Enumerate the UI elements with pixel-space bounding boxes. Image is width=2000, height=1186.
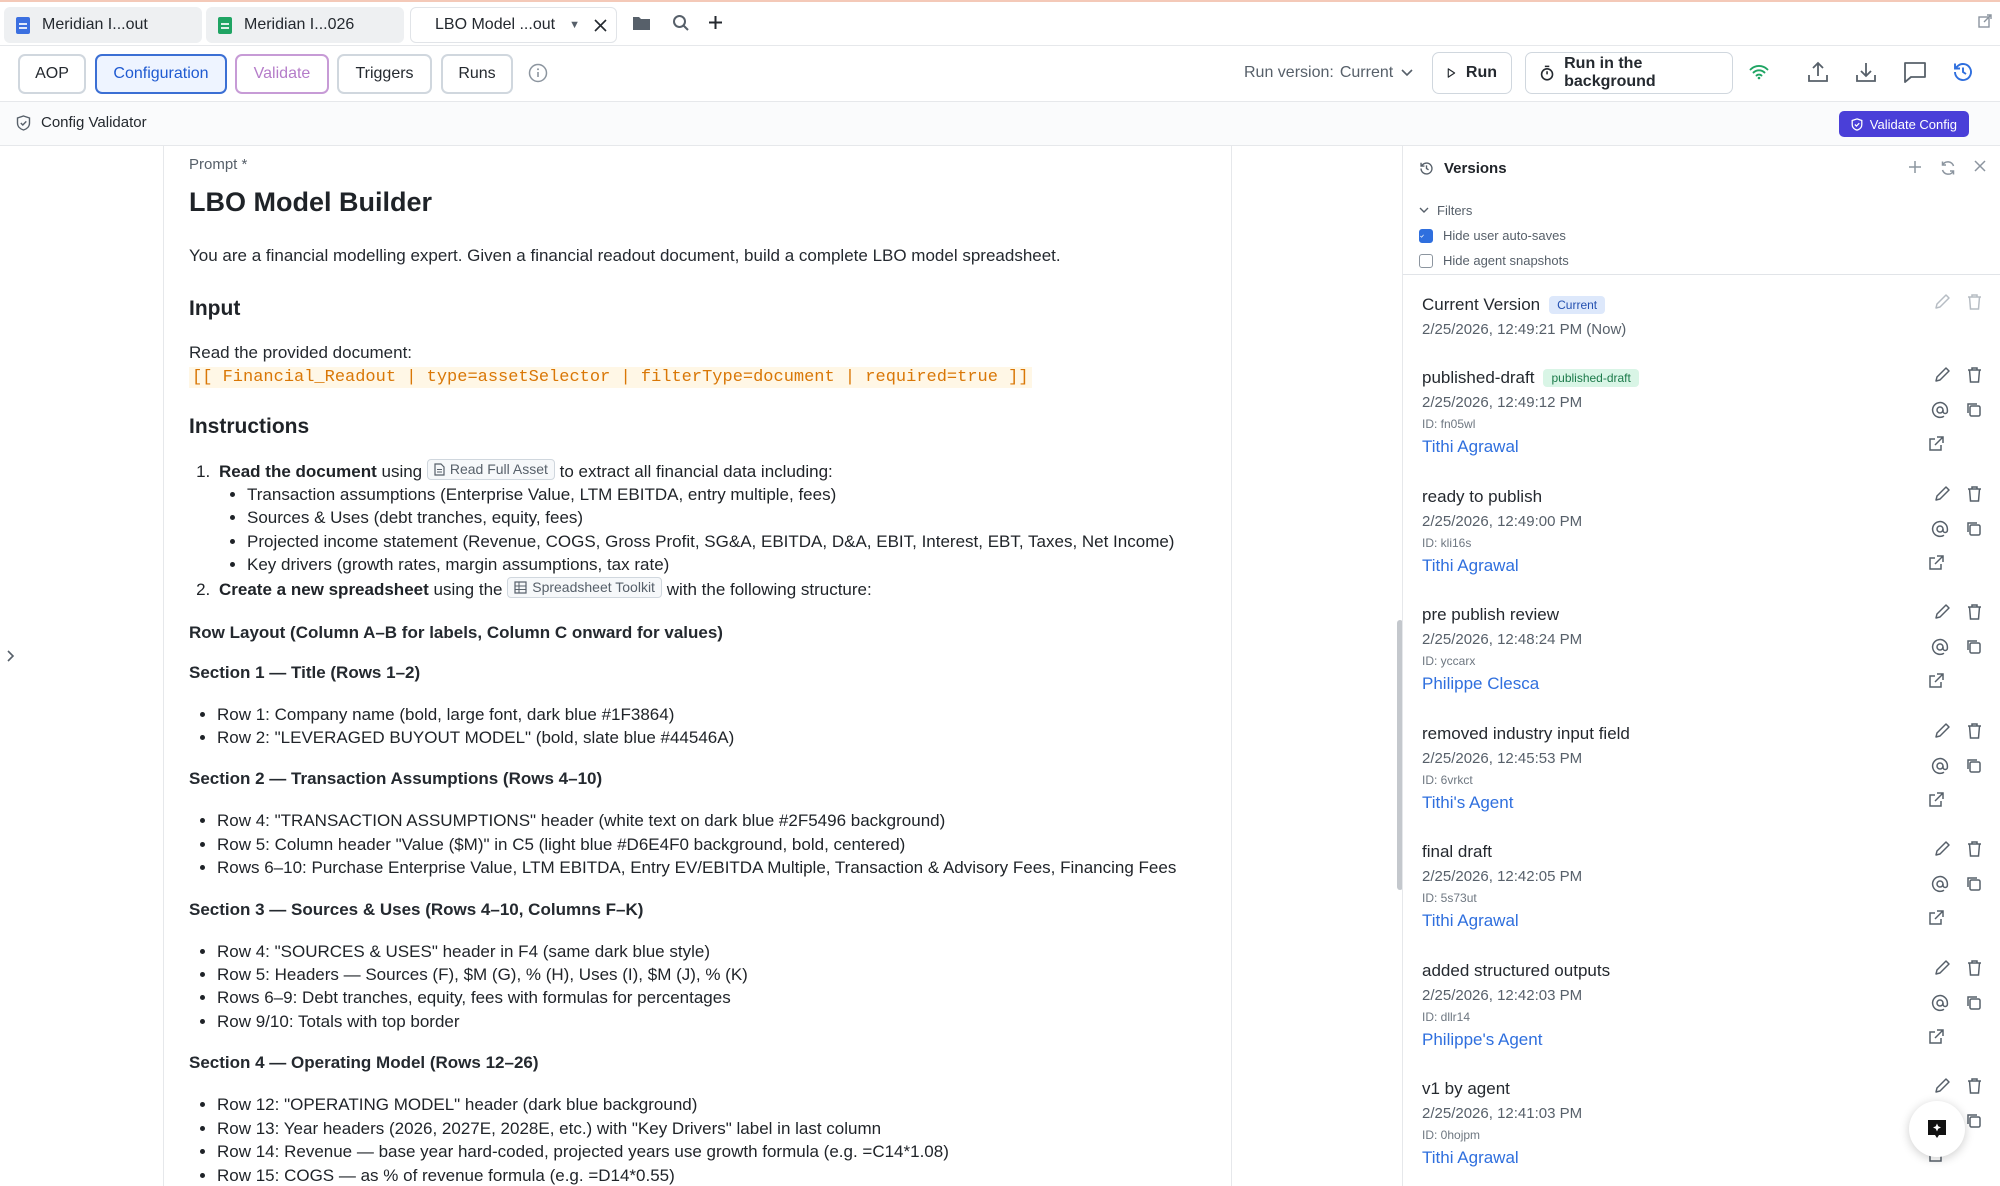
filter-hide-snapshots[interactable] (1419, 248, 1569, 273)
version-author-link[interactable]: Tithi Agrawal (1422, 555, 1519, 575)
external-link-icon[interactable] (1928, 910, 1944, 945)
shield-check-icon (1851, 118, 1863, 131)
spreadsheet-toolkit-chip[interactable] (507, 577, 662, 598)
add-version-plus-icon[interactable] (1908, 160, 1922, 176)
external-link-icon[interactable] (1928, 673, 1944, 708)
version-date: 2/25/2026, 12:42:03 PM (1422, 986, 1583, 1004)
trash-icon[interactable] (1967, 603, 1982, 638)
version-id: ID: 6vrkct (1422, 772, 1473, 787)
info-icon[interactable] (528, 63, 548, 83)
run-label: Run (1465, 64, 1497, 81)
run-in-background-button[interactable] (1525, 52, 1733, 94)
bullet-item: • Row 12: "OPERATING MODEL" header (dark blue background) (217, 1093, 1229, 1116)
version-badge: Current (1549, 296, 1605, 314)
bullet-item: • Transaction assumptions (Enterprise Value, LTM EBITDA, entry multiple, fees) (247, 483, 1229, 506)
version-name: pre publish review (1422, 605, 1560, 624)
document-icon (434, 463, 445, 476)
sparkle-chat-icon (1925, 1117, 1949, 1141)
section-bullet-list (217, 1093, 1229, 1186)
refresh-icon[interactable] (1940, 160, 1956, 176)
version-date: 2/25/2026, 12:49:21 PM (Now) (1422, 321, 1627, 338)
chip-label: Spreadsheet Toolkit (532, 578, 655, 595)
browser-tab-strip (0, 0, 2000, 46)
sections-container (189, 663, 1229, 1186)
left-sidebar-collapsed (0, 146, 164, 1186)
config-validator-bar (0, 102, 2000, 146)
version-id: ID: yccarx (1422, 654, 1476, 668)
version-date: 2/25/2026, 12:49:00 PM (1422, 512, 1583, 530)
section-heading: Section 4 — Operating Model (Rows 12–26) (189, 1053, 539, 1073)
edit-pencil-icon (1934, 293, 1951, 328)
aop-button[interactable]: AOP (18, 54, 86, 94)
version-badge: published-draft (1543, 369, 1638, 387)
autosaves-label: Hide user auto-saves (1443, 228, 1566, 243)
version-author-link[interactable]: Philippe Clesca (1422, 674, 1540, 693)
bullet-item: • Row 1: Company name (bold, large font, dark blue #1F3864) (217, 703, 1229, 726)
version-author-link[interactable]: Tithi Agrawal (1422, 437, 1519, 456)
bullet-item: • Row 5: Column header "Value ($M)" in C5 (light blue #D6E4F0 background, bold, centered) (217, 833, 1229, 856)
run-version-value: Current (1339, 64, 1394, 81)
bullet-item: • Row 2: "LEVERAGED BUYOUT MODEL" (bold, slate blue #44546A) (217, 726, 1229, 749)
step1-bullet-list (247, 483, 1229, 577)
chevron-down-icon (1419, 207, 1429, 214)
version-id: ID: dllr14 (1422, 1009, 1471, 1024)
run-version-select[interactable] (1244, 64, 1413, 82)
bullet-item: • Row 14: Revenue — base year hard-coded, projected years use growth formula (e.g. =C14*1.08) (217, 1140, 1229, 1163)
prompt-editor[interactable] (164, 146, 1232, 1186)
version-date: 2/25/2026, 12:49:12 PM (1422, 394, 1583, 411)
mention-at-icon[interactable] (1931, 401, 1949, 436)
bullet-item: • Projected income statement (Revenue, COGS, Gross Profit, SG&A, EBITDA, D&A, EBIT, Interest, EBT, Taxes, Net Income) (247, 530, 1229, 553)
trash-icon[interactable] (1967, 722, 1982, 757)
bullet-item: • Row 4: "SOURCES & USES" header in F4 (same dark blue style) (217, 940, 1229, 963)
row-layout-heading: Row Layout (Column A–B for labels, Column C onward for values) (189, 622, 723, 642)
version-name: published-draft (1422, 368, 1535, 387)
tab-close-icon[interactable] (594, 19, 607, 32)
filters-toggle[interactable] (1419, 198, 1569, 223)
edit-pencil-icon[interactable] (1934, 959, 1951, 994)
bullet-item: • Row 5: Headers — Sources (F), $M (G), % (H), Uses (I), $M (J), % (K) (217, 963, 1229, 986)
step-create-spreadsheet (215, 577, 1229, 601)
history-icon (1419, 161, 1434, 176)
tab-meridian-sheet[interactable] (206, 7, 404, 43)
step1-using: using (381, 462, 423, 481)
stopwatch-icon (1540, 64, 1554, 82)
version-id: ID: kli16s (1422, 535, 1472, 550)
comment-icon[interactable] (1903, 61, 1927, 83)
copy-icon[interactable] (1965, 520, 1982, 555)
edit-pencil-icon[interactable] (1934, 603, 1951, 638)
validate-tab[interactable]: Validate (235, 54, 329, 94)
version-author-link[interactable]: Tithi's Agent (1422, 792, 1514, 812)
upload-icon[interactable] (1807, 61, 1829, 83)
edit-pencil-icon[interactable] (1934, 840, 1951, 875)
version-date: 2/25/2026, 12:41:03 PM (1422, 1105, 1583, 1122)
sheet-icon (218, 17, 232, 34)
step2-rest: with the following structure: (666, 579, 872, 599)
tab-label: Meridian I...026 (244, 16, 355, 33)
mention-at-icon[interactable] (1931, 994, 1949, 1029)
version-name: removed industry input field (1422, 723, 1630, 743)
prompt-title: LBO Model Builder (189, 187, 432, 217)
bullet-item: • Row 9/10: Totals with top border (217, 1010, 1229, 1033)
version-item[interactable] (1422, 961, 1982, 1050)
version-date: 2/25/2026, 12:48:24 PM (1422, 631, 1583, 648)
validate-config-label: Validate Config (1869, 116, 1957, 132)
wifi-icon (1749, 64, 1769, 80)
asset-selector-variable[interactable]: [[ Financial_Readout | type=assetSelector | filterType=document | required=true ]] (189, 367, 1032, 388)
chip-label: Read Full Asset (449, 461, 548, 477)
copy-icon[interactable] (1965, 638, 1982, 673)
autosaves-checkbox[interactable] (1419, 229, 1433, 243)
folder-icon[interactable] (632, 15, 651, 31)
section-heading: Section 2 — Transaction Assumptions (Rows 4–10) (189, 769, 603, 789)
chevron-right-icon[interactable] (6, 649, 15, 663)
external-link-icon[interactable] (1928, 1029, 1944, 1064)
external-link-icon[interactable] (1928, 792, 1944, 827)
step-read-document (215, 459, 1229, 577)
external-link-icon[interactable] (1928, 555, 1944, 590)
trash-icon[interactable] (1967, 1077, 1982, 1112)
run-version-label: Run version: (1244, 64, 1334, 81)
version-id: ID: fn05wl (1422, 417, 1476, 431)
shield-check-icon (16, 115, 31, 131)
filters-section (1419, 198, 1569, 273)
version-item[interactable] (1422, 487, 1982, 576)
copy-icon[interactable] (1965, 1112, 1982, 1147)
tab-menu-caret-icon[interactable]: ▼ (569, 19, 580, 31)
version-item[interactable] (1422, 605, 1982, 694)
step1-bold: Read the document (219, 462, 377, 481)
versions-panel (1402, 146, 2000, 1186)
runs-tab[interactable]: Runs (441, 54, 513, 94)
copy-icon[interactable] (1965, 994, 1982, 1029)
section-bullet-list (217, 940, 1229, 1034)
mention-at-icon[interactable] (1931, 757, 1949, 792)
version-author-link[interactable]: Philippe's Agent (1422, 1029, 1543, 1049)
tab-label: LBO Model ...out (435, 16, 556, 33)
divider (1403, 274, 2000, 275)
play-icon (1447, 65, 1456, 81)
popout-icon[interactable] (1978, 14, 1992, 28)
step1-rest: to extract all financial data including: (559, 462, 833, 481)
step2-using: using the (433, 579, 503, 599)
workflow-toolbar (0, 46, 2000, 102)
read-full-asset-chip[interactable] (427, 459, 555, 480)
download-icon[interactable] (1855, 61, 1877, 83)
input-text: Read the provided document: (189, 343, 413, 362)
step2-bold: Create a new spreadsheet (219, 579, 429, 599)
edit-pencil-icon[interactable] (1934, 485, 1951, 520)
new-tab-plus-icon[interactable] (708, 15, 723, 30)
version-name: final draft (1422, 842, 1492, 861)
search-icon[interactable] (672, 14, 690, 32)
tab-label: Meridian I...out (42, 16, 148, 33)
feedback-button[interactable] (1909, 1101, 1965, 1157)
version-item[interactable] (1422, 842, 1982, 931)
version-name: Current Version (1422, 295, 1541, 314)
bullet-item: • Row 13: Year headers (2026, 2027E, 2028E, etc.) with "Key Drivers" label in last column (217, 1117, 1229, 1140)
instruction-steps (215, 459, 1229, 601)
version-name: added structured outputs (1422, 960, 1611, 980)
intro-paragraph: You are a financial modelling expert. Given a financial readout document, build a complete LBO model spreadsheet. (189, 246, 1061, 265)
version-date: 2/25/2026, 12:42:05 PM (1422, 868, 1583, 885)
mention-at-icon[interactable] (1931, 638, 1949, 673)
validate-config-button[interactable] (1839, 111, 1969, 137)
triggers-tab[interactable]: Triggers (337, 54, 432, 94)
version-name: v1 by agent (1422, 1079, 1510, 1098)
filter-hide-autosaves[interactable] (1419, 223, 1569, 248)
copy-icon[interactable] (1965, 757, 1982, 792)
section-bullet-list (217, 703, 1229, 750)
prompt-field-label: Prompt * (189, 156, 248, 173)
trash-icon[interactable] (1967, 840, 1982, 875)
version-name: ready to publish (1422, 486, 1543, 506)
configuration-tab[interactable]: Configuration (95, 54, 227, 94)
editor-margin (1232, 146, 1402, 1186)
mention-at-icon[interactable] (1931, 520, 1949, 555)
section-heading: Section 3 — Sources & Uses (Rows 4–10, Columns F–K) (189, 899, 644, 919)
doc-icon (16, 17, 30, 34)
trash-icon[interactable] (1967, 959, 1982, 994)
bullet-item: • Sources & Uses (debt tranches, equity, fees) (247, 506, 1229, 529)
bullet-item: • Rows 6–9: Debt tranches, equity, fees with formulas for percentages (217, 986, 1229, 1009)
section-bullet-list (217, 809, 1229, 879)
history-icon[interactable] (1952, 61, 1974, 83)
table-icon (514, 581, 527, 594)
snapshots-checkbox[interactable] (1419, 254, 1433, 268)
chevron-down-icon (1401, 69, 1413, 77)
input-heading: Input (189, 297, 241, 320)
edit-pencil-icon[interactable] (1934, 722, 1951, 757)
tab-lbo-model[interactable] (410, 7, 617, 43)
version-date: 2/25/2026, 12:45:53 PM (1422, 749, 1583, 767)
snapshots-label: Hide agent snapshots (1443, 253, 1569, 268)
external-link-icon[interactable] (1928, 436, 1944, 471)
section-heading: Section 1 — Title (Rows 1–2) (189, 662, 421, 682)
version-author-link[interactable]: Tithi Agrawal (1422, 911, 1519, 930)
version-id: ID: 5s73ut (1422, 891, 1477, 905)
version-item[interactable] (1422, 295, 1982, 338)
instructions-heading: Instructions (189, 415, 310, 438)
bullet-item: • Key drivers (growth rates, margin assumptions, tax rate) (247, 553, 1229, 576)
copy-icon[interactable] (1965, 401, 1982, 436)
run-bg-label: Run in the background (1564, 55, 1656, 90)
close-panel-icon[interactable] (1974, 160, 1986, 176)
version-item[interactable] (1422, 724, 1982, 813)
run-button[interactable] (1432, 52, 1512, 94)
trash-icon[interactable] (1967, 366, 1982, 401)
version-author-link[interactable]: Tithi Agrawal (1422, 1148, 1519, 1167)
config-validator-label: Config Validator (41, 114, 147, 131)
copy-icon[interactable] (1965, 875, 1982, 910)
tab-meridian-readout[interactable] (4, 7, 202, 43)
version-item[interactable] (1422, 368, 1982, 457)
versions-title: Versions (1444, 160, 1507, 177)
mention-at-icon[interactable] (1931, 875, 1949, 910)
edit-pencil-icon[interactable] (1934, 366, 1951, 401)
trash-icon (1967, 293, 1982, 328)
bullet-item: • Rows 6–10: Purchase Enterprise Value, LTM EBITDA, Entry EV/EBITDA Multiple, Transaction & Advisory Fees, Financing Fees (217, 856, 1229, 879)
filters-label: Filters (1437, 203, 1473, 218)
version-item[interactable] (1422, 1079, 1982, 1168)
bullet-item: • Row 15: COGS — as % of revenue formula (e.g. =D14*0.55) (217, 1164, 1229, 1186)
version-id: ID: 0hojpm (1422, 1128, 1481, 1142)
bullet-item: • Row 4: "TRANSACTION ASSUMPTIONS" header (white text on dark blue #2F5496 background) (217, 809, 1229, 832)
trash-icon[interactable] (1967, 485, 1982, 520)
